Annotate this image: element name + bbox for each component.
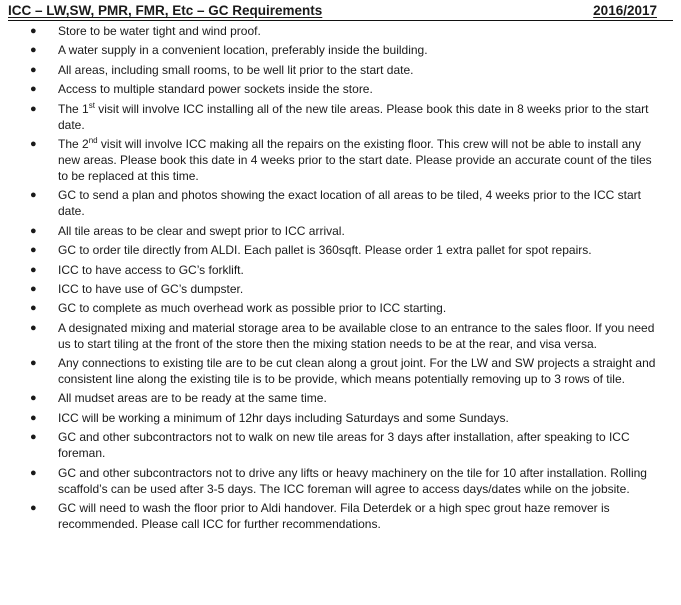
bullet-icon: ● — [30, 189, 37, 202]
bullet-icon: ● — [30, 63, 37, 76]
list-item: ● ICC to have use of GC’s dumpster. — [30, 281, 244, 296]
bullet-icon: ● — [30, 431, 37, 444]
list-item — [30, 101, 673, 133]
bullet-icon: ● — [30, 321, 37, 334]
requirements-list — [8, 23, 673, 532]
list-item: ● Access to multiple standard power sockets inside the store. — [30, 82, 373, 97]
bullet-icon: ● — [30, 263, 37, 276]
bullet-icon: ● — [30, 466, 37, 479]
list-item: ● A designated mixing and material storage area to be available close to an entrance to the sales floor. If you need us to start tiling at the front of the store then the mixing station needs to be at the rear, and visa versa. — [30, 320, 655, 351]
list-item: ● GC to order tile directly from ALDI. Each pallet is 360sqft. Please order 1 extra pallet for spot repairs. — [30, 243, 592, 258]
bullet-icon: ● — [30, 502, 37, 515]
list-item: ● GC to complete as much overhead work as possible prior to ICC starting. — [30, 301, 447, 316]
ordinal-text: The 2nd visit will involve ICC making all the repairs on the existing floor. This crew will not be able to install any new areas. Please book this date in 4 weeks prior to the start date. Please provide an accurate count of the tiles to be replaced at this time. — [58, 135, 652, 183]
list-item: ● GC to send a plan and photos showing the exact location of all areas to be tiled, 4 weeks prior to the ICC start date. — [30, 188, 641, 219]
bullet-icon: ● — [30, 25, 37, 37]
document-title: ICC – LW,SW, PMR, FMR, Etc – GC Requirements — [8, 3, 323, 18]
ordinal-text: The 1st visit will involve ICC installing all of the new tile areas. Please book this date in 8 weeks prior to the start date. — [58, 100, 649, 132]
list-item: ● All mudset areas are to be ready at the same time. — [30, 391, 327, 406]
list-item: ● All areas, including small rooms, to be well lit prior to the start date. — [30, 62, 414, 77]
list-item: ● A water supply in a convenient location, preferably inside the building. — [30, 43, 428, 58]
list-item: ● ICC will be working a minimum of 12hr days including Saturdays and some Sundays. — [30, 410, 509, 425]
list-item: ● ICC to have access to GC’s forklift. — [30, 262, 244, 277]
list-item: ● All tile areas to be clear and swept prior to ICC arrival. — [30, 223, 345, 238]
list-item — [30, 136, 673, 184]
bullet-icon: ● — [30, 411, 37, 424]
bullet-icon: ● — [30, 137, 37, 150]
list-item: ● GC and other subcontractors not to drive any lifts or heavy machinery on the tile for 10 after installation. Rolling scaffold’s can be used after 3-5 days. The ICC foreman will agree to access days/dates while on the jobsite. — [30, 465, 647, 496]
bullet-icon: ● — [30, 282, 37, 295]
list-item: ● Store to be water tight and wind proof. — [30, 24, 261, 38]
list-item: ● GC and other subcontractors not to walk on new tile areas for 3 days after installation, after speaking to ICC foreman. — [30, 430, 630, 461]
list-item: ● Any connections to existing tile are to be cut clean along a grout joint. For the LW and SW projects a straight and consistent line along the existing tile is to be provide, which means potentially removing up to 3 rows of tile. — [30, 356, 656, 387]
bullet-icon: ● — [30, 244, 37, 257]
bullet-icon: ● — [30, 44, 37, 57]
list-item: ● GC will need to wash the floor prior to Aldi handover. Fila Deterdek or a high spec grout haze remover is recommended. Please call ICC for further recommendations. — [30, 501, 610, 532]
bullet-icon: ● — [30, 224, 37, 237]
bullet-icon: ● — [30, 302, 37, 315]
document-year: 2016/2017 — [593, 3, 657, 18]
bullet-icon: ● — [30, 83, 37, 96]
bullet-icon: ● — [30, 357, 37, 370]
document-header — [8, 2, 673, 21]
bullet-icon: ● — [30, 102, 37, 115]
bullet-icon: ● — [30, 392, 37, 405]
